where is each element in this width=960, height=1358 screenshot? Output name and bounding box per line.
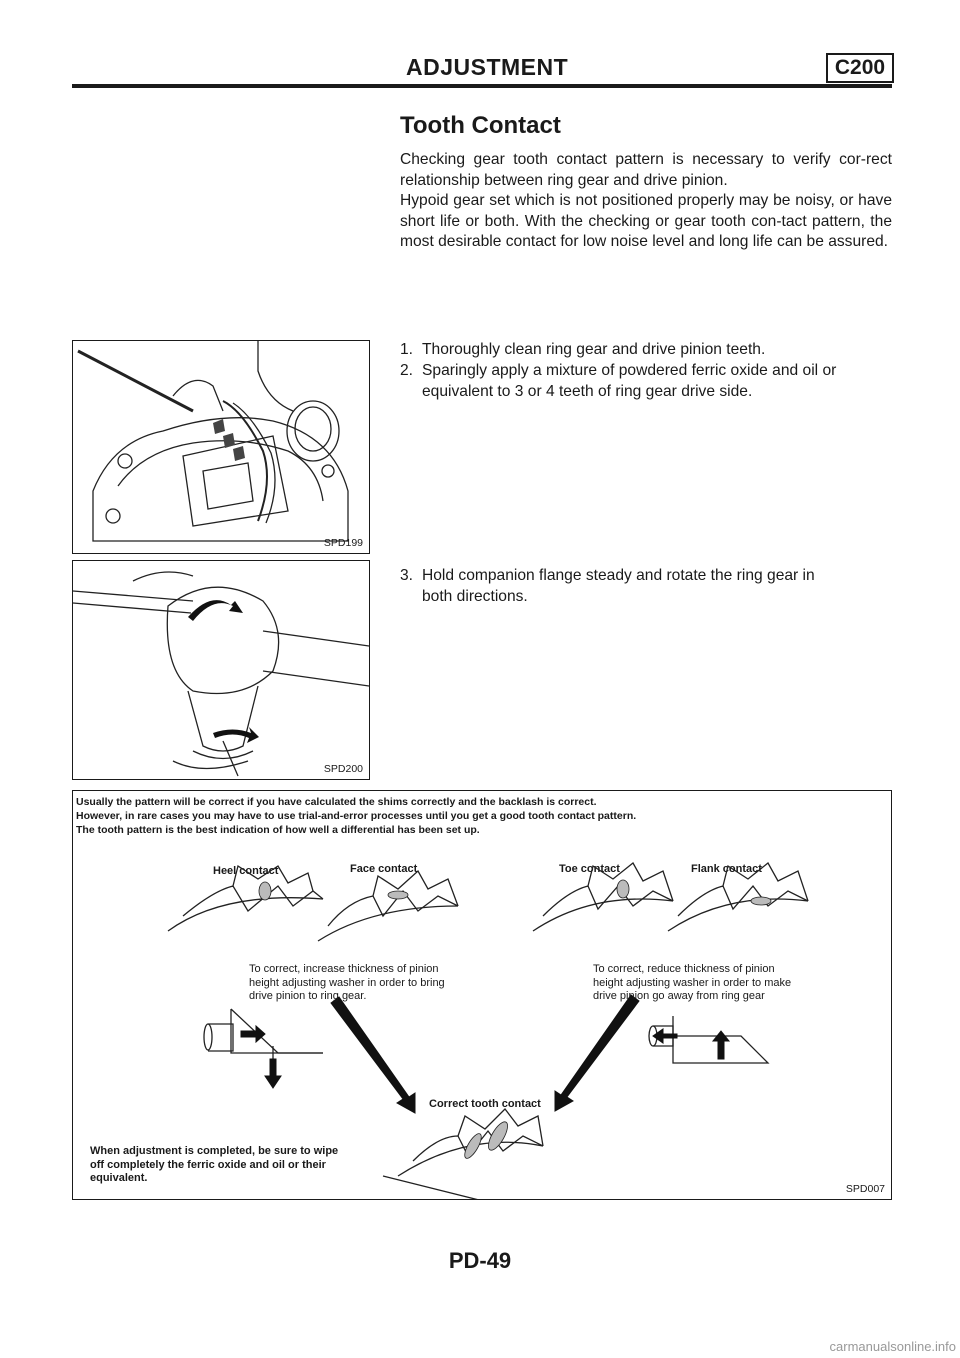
step-number: 1.	[400, 341, 414, 358]
note-line: To correct, reduce thickness of pinion	[593, 963, 775, 975]
watermark: carmanualsonline.info	[829, 1339, 956, 1354]
intro-paragraph-2: Hypoid gear set which is not positioned properly may be noisy, or have short life or both. With the checking or gear tooth con-tact pattern, the most desirable contact for low noise level and long life can be assured.	[400, 192, 892, 250]
step-3	[400, 566, 892, 607]
step-number: 2.	[400, 362, 414, 379]
note-line: equivalent.	[90, 1172, 148, 1184]
header-rule	[72, 84, 892, 88]
note-line: To correct, increase thickness of pinion	[249, 963, 439, 975]
chart-intro-line-1: Usually the pattern will be correct if you have calculated the shims correctly and the backlash is correct.	[76, 796, 597, 808]
section-title: Tooth Contact	[400, 112, 561, 139]
step-number: 3.	[400, 567, 414, 584]
note-line: off completely the ferric oxide and oil or their	[90, 1158, 326, 1171]
note-line: When adjustment is completed, be sure to wipe	[90, 1145, 339, 1157]
step-text: Sparingly apply a mixture of powdered ferric oxide and oil or	[422, 362, 837, 379]
figure-code: SPD007	[845, 1183, 885, 1195]
figure-code: SPD199	[323, 537, 363, 549]
rotate-ring-gear-illustration	[73, 561, 369, 779]
label-heel-contact: Heel contact	[213, 865, 279, 877]
note-line: drive pinion to ring gear.	[249, 990, 367, 1002]
step-text: Thoroughly clean ring gear and drive pinion teeth.	[422, 341, 766, 358]
figure-code: SPD200	[323, 763, 363, 775]
chart-intro-line-3: The tooth pattern is the best indication of how well a differential has been set up.	[76, 824, 480, 836]
note-line: height adjusting washer in order to make	[593, 976, 792, 989]
label-toe-contact: Toe contact	[559, 863, 620, 875]
label-correct-tooth-contact: Correct tooth contact	[429, 1098, 541, 1110]
header-code-badge: C200	[826, 53, 894, 83]
intro-paragraph-1: Checking gear tooth contact pattern is necessary to verify cor-rect relationship between ring gear and drive pinion.	[400, 151, 892, 189]
note-increase-thickness	[249, 963, 445, 1004]
step-text: Hold companion flange steady and rotate the ring gear in	[422, 567, 815, 584]
note-line: drive pinion go away from ring gear	[593, 990, 765, 1002]
page-number: PD-49	[448, 1248, 512, 1273]
header-title: ADJUSTMENT	[406, 54, 569, 80]
label-flank-contact: Flank contact	[691, 863, 762, 875]
step-text-continued: equivalent to 3 or 4 teeth of ring gear drive side.	[422, 382, 753, 400]
note-reduce-thickness	[593, 963, 791, 1004]
wipe-note	[90, 1145, 338, 1186]
step-text-continued: both directions.	[422, 587, 528, 605]
label-face-contact: Face contact	[350, 863, 418, 875]
figure-spd007-tooth-contact-chart	[72, 790, 892, 1200]
step-1	[400, 340, 892, 361]
figure-spd199	[72, 340, 370, 554]
step-2	[400, 361, 892, 402]
figure-spd200	[72, 560, 370, 780]
note-line: height adjusting washer in order to bring	[249, 976, 445, 989]
chart-intro-line-2: However, in rare cases you may have to use trial-and-error processes until you get a good tooth contact pattern.	[76, 810, 637, 822]
differential-inspection-illustration	[73, 341, 369, 553]
